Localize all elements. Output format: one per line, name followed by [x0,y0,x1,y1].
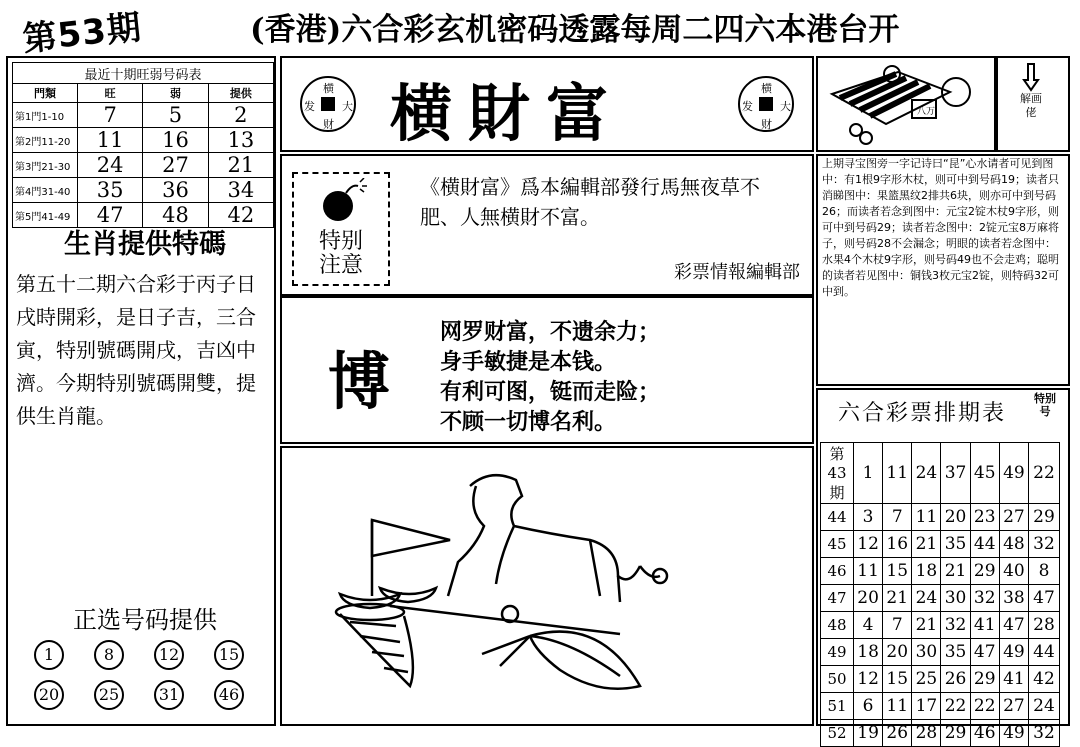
number-cell: 44 [970,531,999,558]
number-cell: 7 [883,612,912,639]
cell-value: 24 [78,153,143,178]
issue-number: 第53期 [20,7,144,60]
number-cell: 12 [854,666,883,693]
number-cell: 49 [999,639,1028,666]
number-cell: 37 [941,443,970,504]
issue-cell: 47 [821,585,854,612]
number-cell: 15 [883,666,912,693]
table-row [821,531,1060,558]
number-cell: 15 [883,558,912,585]
cell-value: 21 [208,153,273,178]
cell-value: 5 [143,103,208,128]
issue-cell: 第43期 [821,443,854,504]
special-number-label: 特别号 [1034,392,1056,418]
number-cell: 29 [941,720,970,747]
number-cell: 26 [883,720,912,747]
issue-cell: 44 [821,504,854,531]
page-title: (香港)六合彩玄机密码透露每周二四六本港台开 [250,12,900,48]
special-number-cell: 44 [1029,639,1060,666]
table-row [821,443,1060,504]
table-row [821,612,1060,639]
number-cell: 49 [999,720,1028,747]
hint-label: 解画佬 [1020,92,1042,119]
number-cell: 11 [883,443,912,504]
number-cell: 21 [883,585,912,612]
cell-value: 13 [208,128,273,153]
issue-cell: 52 [821,720,854,747]
number-cell: 6 [854,693,883,720]
poem [440,318,800,438]
number-cell: 35 [941,531,970,558]
number-cell: 17 [912,693,941,720]
issue-cell: 50 [821,666,854,693]
pick-ball: 46 [214,680,244,710]
table-row [13,103,274,128]
number-cell: 1 [854,443,883,504]
number-cell: 23 [970,504,999,531]
cell-value: 48 [143,203,208,228]
bomb-icon [318,178,368,224]
table-row [13,128,274,153]
pick-ball: 25 [94,680,124,710]
number-cell: 21 [941,558,970,585]
number-cell: 46 [970,720,999,747]
cell-value: 36 [143,178,208,203]
special-number-cell: 29 [1029,504,1060,531]
table-row [13,178,274,203]
riddle-text: 上期寻宝图旁一字记诗曰“昆”心水请者可见到图中：有1根9字形木杖，则可中到号码19；读者只消睇图中：果篮黑纹2排共6块，则亦可中到号码26；而读者若念到图中：元宝2锭木杖9字形，则可中到号码29；读者若念图中：2锭元宝8万麻将子，则号码28不会漏念；明眼的读者若念图中：水果4个木杖9字形，则号码49也不会走鸡；聪明的读者若见图中：铜钱3枚元宝2锭，则特码32可中到。 [822,157,1059,298]
cell-value: 16 [143,128,208,153]
pick-ball: 8 [94,640,124,670]
number-cell: 27 [999,693,1028,720]
number-cell: 32 [970,585,999,612]
number-cell: 25 [912,666,941,693]
bo-character: 博 [328,345,391,418]
number-cell: 26 [941,666,970,693]
number-cell: 11 [854,558,883,585]
number-cell: 38 [999,585,1028,612]
poem-line: 有利可图，铤而走险； [440,380,661,405]
number-cell: 7 [883,504,912,531]
number-cell: 47 [999,612,1028,639]
table-caption: 最近十期旺弱号码表 [13,63,274,84]
number-cell: 48 [999,531,1028,558]
special-number-cell: 32 [1029,720,1060,747]
number-cell: 40 [999,558,1028,585]
number-cell: 22 [941,693,970,720]
row-label: 第3門21-30 [13,153,78,178]
special-number-cell: 47 [1029,585,1060,612]
cell-value: 42 [208,203,273,228]
lottery-title: 六合彩票排期表 [837,401,1006,426]
svg-text:八万: 八万 [917,107,936,117]
col-header: 弱 [143,84,208,103]
row-label: 第1門1-10 [13,103,78,128]
number-cell: 24 [912,443,941,504]
cell-value: 34 [208,178,273,203]
pointing-hand-icon [1018,62,1044,92]
number-cell: 16 [883,531,912,558]
lottery-schedule-table [820,442,1060,747]
coin-icon: 横 发 大 财 [300,76,356,132]
brand-logo: 横財富 [390,77,625,150]
pick-ball: 20 [34,680,64,710]
issue-cell: 51 [821,693,854,720]
notice-label: 特别 注意 [318,229,363,278]
number-cell: 32 [941,612,970,639]
dog-illustration [300,456,800,718]
poem-line: 网罗财富，不遗余力； [440,320,661,345]
number-cell: 20 [883,639,912,666]
picks-title: 正选号码提供 [73,606,217,634]
number-cell: 18 [854,639,883,666]
pick-ball: 15 [214,640,244,670]
zodiac-title: 生肖提供特碼 [64,229,226,260]
col-header: 提供 [208,84,273,103]
number-cell: 21 [912,612,941,639]
issue-cell: 49 [821,639,854,666]
table-row [13,153,274,178]
table-row [821,693,1060,720]
number-cell: 41 [970,612,999,639]
cell-value: 11 [78,128,143,153]
cell-value: 7 [78,103,143,128]
number-cell: 3 [854,504,883,531]
number-cell: 30 [941,585,970,612]
number-cell: 4 [854,612,883,639]
pick-ball: 31 [154,680,184,710]
coin-icon: 横 发 大 财 [738,76,794,132]
poem-line: 身手敏捷是本钱。 [440,350,617,375]
number-cell: 47 [970,639,999,666]
cell-value: 27 [143,153,208,178]
cell-value: 2 [208,103,273,128]
number-cell: 27 [999,504,1028,531]
issue-cell: 45 [821,531,854,558]
special-number-cell: 24 [1029,693,1060,720]
number-cell: 45 [970,443,999,504]
table-row [821,639,1060,666]
table-row [821,585,1060,612]
car-illustration [826,64,992,146]
col-header: 門類 [13,84,78,103]
special-number-cell: 42 [1029,666,1060,693]
row-label: 第2門11-20 [13,128,78,153]
number-cell: 29 [970,558,999,585]
number-cell: 20 [854,585,883,612]
recent-numbers-table [12,62,274,228]
number-cell: 49 [999,443,1028,504]
table-row [821,558,1060,585]
number-cell: 18 [912,558,941,585]
table-row [821,720,1060,747]
special-number-cell: 22 [1029,443,1060,504]
intro-text: 《横財富》爲本編輯部發行馬無夜草不肥、人無横財不富。 [420,175,760,229]
cell-value: 35 [78,178,143,203]
zodiac-text: 第五十二期六合彩于丙子日戌時開彩，是日子吉，三合寅，特别號碼開戌，吉凶中濟。今期特别號碼開雙，提供生肖龍。 [16,272,256,428]
cell-value: 47 [78,203,143,228]
number-cell: 19 [854,720,883,747]
col-header: 旺 [78,84,143,103]
row-label: 第5門41-49 [13,203,78,228]
table-row [821,504,1060,531]
number-cell: 41 [999,666,1028,693]
number-cell: 11 [912,504,941,531]
special-number-cell: 28 [1029,612,1060,639]
special-number-cell: 32 [1029,531,1060,558]
number-cell: 12 [854,531,883,558]
number-cell: 28 [912,720,941,747]
row-label: 第4門31-40 [13,178,78,203]
number-cell: 22 [970,693,999,720]
pick-ball: 12 [154,640,184,670]
pick-ball: 1 [34,640,64,670]
number-cell: 24 [912,585,941,612]
issue-cell: 46 [821,558,854,585]
table-row [821,666,1060,693]
number-cell: 35 [941,639,970,666]
editor-name: 彩票情報編輯部 [674,262,800,283]
issue-cell: 48 [821,612,854,639]
number-cell: 11 [883,693,912,720]
poem-line: 不顾一切博名利。 [440,410,617,435]
number-cell: 21 [912,531,941,558]
number-cell: 29 [970,666,999,693]
special-number-cell: 8 [1029,558,1060,585]
number-cell: 20 [941,504,970,531]
number-cell: 30 [912,639,941,666]
